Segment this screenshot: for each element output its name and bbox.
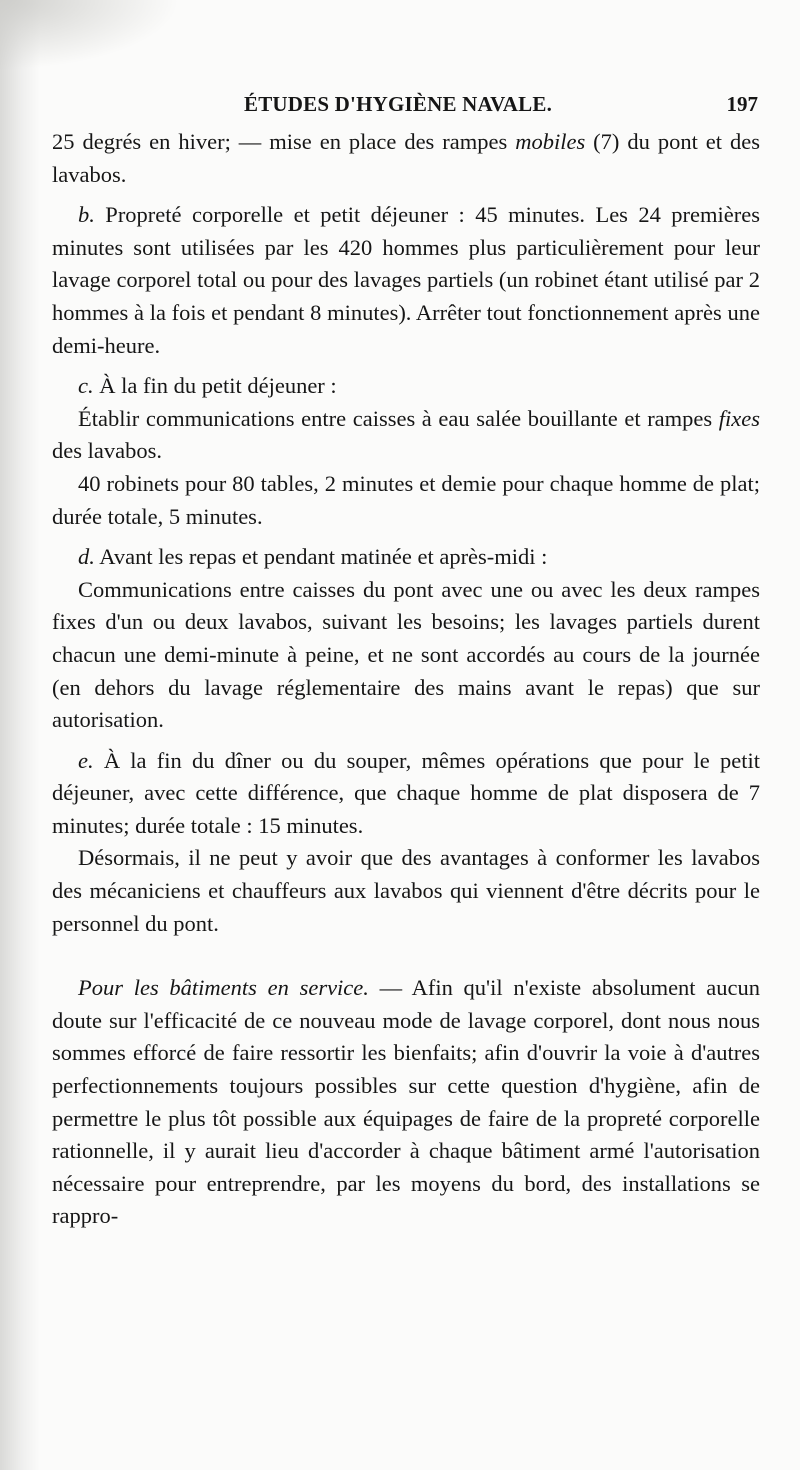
paragraph-c: c. À la fin du petit déjeuner : [78,373,337,399]
paragraph-batiments-en-service: Pour les bâtiments en service. — Afin qu'il n'existe absolument aucun doute sur l'efficacité de ce nouveau mode de lavage corporel, dont nous nous sommes efforcé de faire ressortir les bienfaits; afin d'ouvrir la voie à d'autres perfectionnements toujours possibles sur cette question d'hygiène, afin de permettre le plus tôt possible aux équipages de faire de la propreté corporelle rationnelle, il y aurait lieu d'accorder à chaque bâtiment armé l'autorisation nécessaire pour entreprendre, par les moyens du bord, des installations se rappro- [52,975,760,1229]
section-heading: Pour les bâtiments en service. [78,975,369,1001]
paragraph-d: d. Avant les repas et pendant matinée et après-midi : [78,544,548,570]
paragraph-e: e. À la fin du dîner ou du souper, mêmes opérations que pour le petit déjeuner, avec cette différence, que chaque homme de plat disposera de 7 minutes; durée totale : 15 minutes. [52,747,760,838]
paragraph-c-detail: Établir communications entre caisses à eau salée bouillante et rampes fixes des lavabos. [52,405,760,464]
page-corner-stain [0,0,180,70]
page-number: 197 [726,92,758,116]
paragraph-b: b. Propreté corporelle et petit déjeuner : 45 minutes. Les 24 premières minutes sont utilisées par les 420 hommes plus particulièrement pour leur lavage corporel total ou pour des lavages partiels (un robinet étant utilisé par 2 hommes à la fois et pendant 8 minutes). Arrêter tout fonctionnement après une demi-heure. [52,202,760,358]
paragraph-d-detail: Communications entre caisses du pont avec une ou avec les deux rampes fixes d'un ou deux lavabos, suivant les besoins; les lavages partiels durent chacun une demi-minute à peine, et ne sont accordés au cours de la journée (en dehors du lavage réglementaire des mains avant le repas) que sur autorisation. [52,576,760,733]
item-label-c: c. [78,373,94,399]
paragraph-c-robinets: 40 robinets pour 80 tables, 2 minutes et demie pour chaque homme de plat; durée totale, 5 minutes. [52,470,760,529]
item-label-b: b. [78,202,95,228]
italic-mobiles: mobiles [515,129,586,154]
item-label-d: d. [78,544,95,570]
page-edge-shadow [0,0,40,1470]
paragraph-desormais: Désormais, il ne peut y avoir que des avantages à conformer les lavabos des mécaniciens et chauffeurs aux lavabos qui viennent d'être décrits pour le personnel du pont. [52,845,760,936]
page-header [52,80,760,120]
running-title: ÉTUDES D'HYGIÈNE NAVALE. [244,92,553,116]
item-label-e: e. [78,747,94,773]
italic-fixes: fixes [718,405,760,431]
body-text [52,126,760,1233]
paragraph-continuation: 25 degrés en hiver; — mise en place des rampes mobiles (7) du pont et des lavabos. [52,129,760,187]
